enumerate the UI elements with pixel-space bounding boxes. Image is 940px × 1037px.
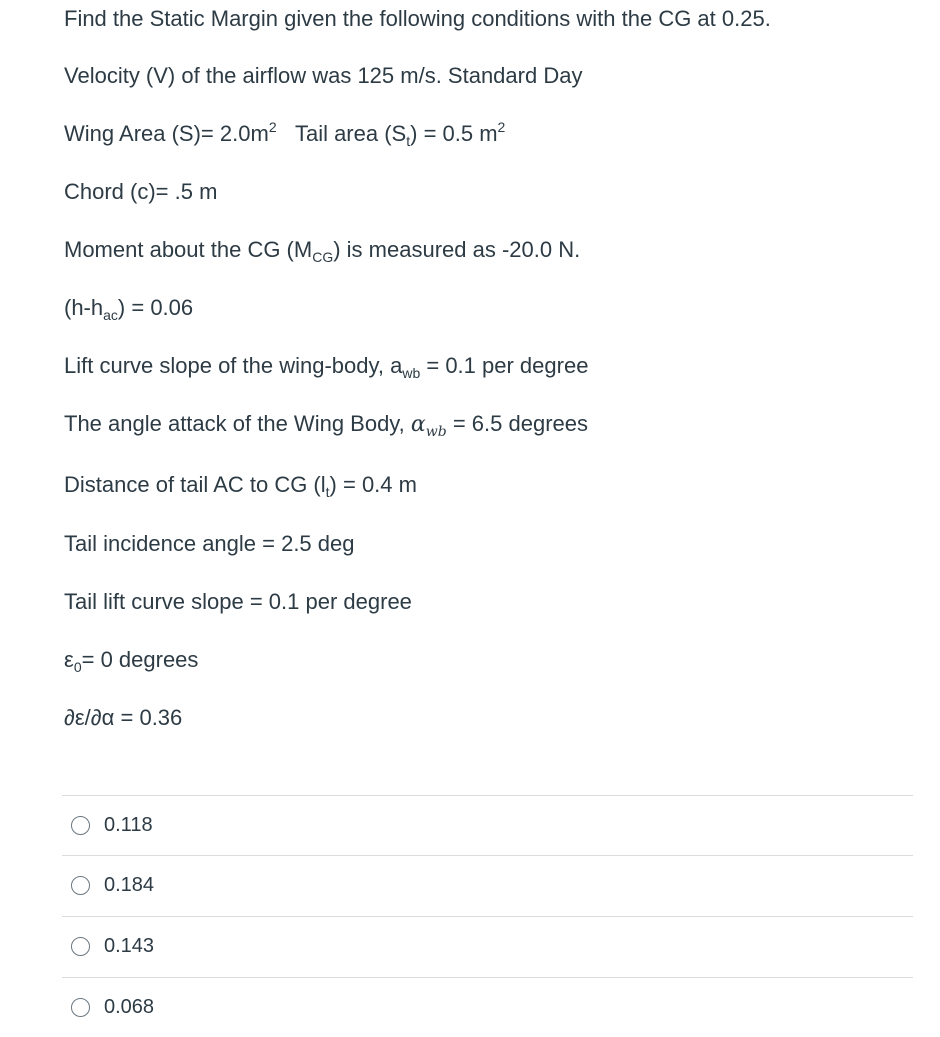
answer-label: 0.143 — [104, 935, 155, 957]
question-line-tail-incidence: Tail incidence angle = 2.5 deg — [64, 531, 355, 556]
radio-button[interactable] — [71, 998, 90, 1017]
question-line-moment: Moment about the CG $(M_{CG})$ is measured as -20.0 N. — [64, 237, 581, 265]
answer-label: 0.118 — [104, 814, 153, 836]
question-line-tail-lift-slope: Tail lift curve slope = 0.1 per degree — [64, 589, 412, 614]
question-line-epsilon0: $\varepsilon_0= 0$ degrees — [64, 647, 199, 675]
question-line-chord: Chord (c)= .5 m — [64, 179, 218, 204]
answer-option-4[interactable] — [62, 977, 913, 1037]
answer-label: 0.068 — [104, 996, 155, 1018]
answer-option-2[interactable] — [62, 855, 913, 915]
question-line-alpha-wb: The angle attack of the Wing Body, $\alpha_{wb} = 6.5$ degrees — [64, 411, 588, 440]
question-line-downwash-gradient: ∂ε/∂α = 0.36 — [64, 705, 183, 730]
radio-button[interactable] — [71, 816, 90, 835]
radio-button[interactable] — [71, 876, 90, 895]
question-line-velocity: Velocity (V) of the airflow was 125 m/s. Standard Day — [64, 63, 583, 88]
question-line-areas: Wing Area $(S)= 2.0m^2$ Tail area $(S_t) = 0.5$ $m^2$ — [64, 119, 506, 149]
question-line-intro: Find the Static Margin given the following conditions with the CG at 0.25. — [64, 6, 771, 31]
question-line-h-hac: $(h-h_{ac}) = 0.06$ — [64, 295, 194, 323]
answer-option-3[interactable] — [62, 916, 913, 976]
question-line-lift-slope-wb: Lift curve slope of the wing-body, $a_{wb} = 0.1$ per degree — [64, 353, 589, 381]
answer-option-1[interactable] — [62, 795, 913, 855]
answer-label: 0.184 — [104, 874, 155, 896]
radio-button[interactable] — [71, 937, 90, 956]
question-line-tail-distance: Distance of tail AC to CG $(l_t) = 0.4$ m — [64, 472, 417, 500]
